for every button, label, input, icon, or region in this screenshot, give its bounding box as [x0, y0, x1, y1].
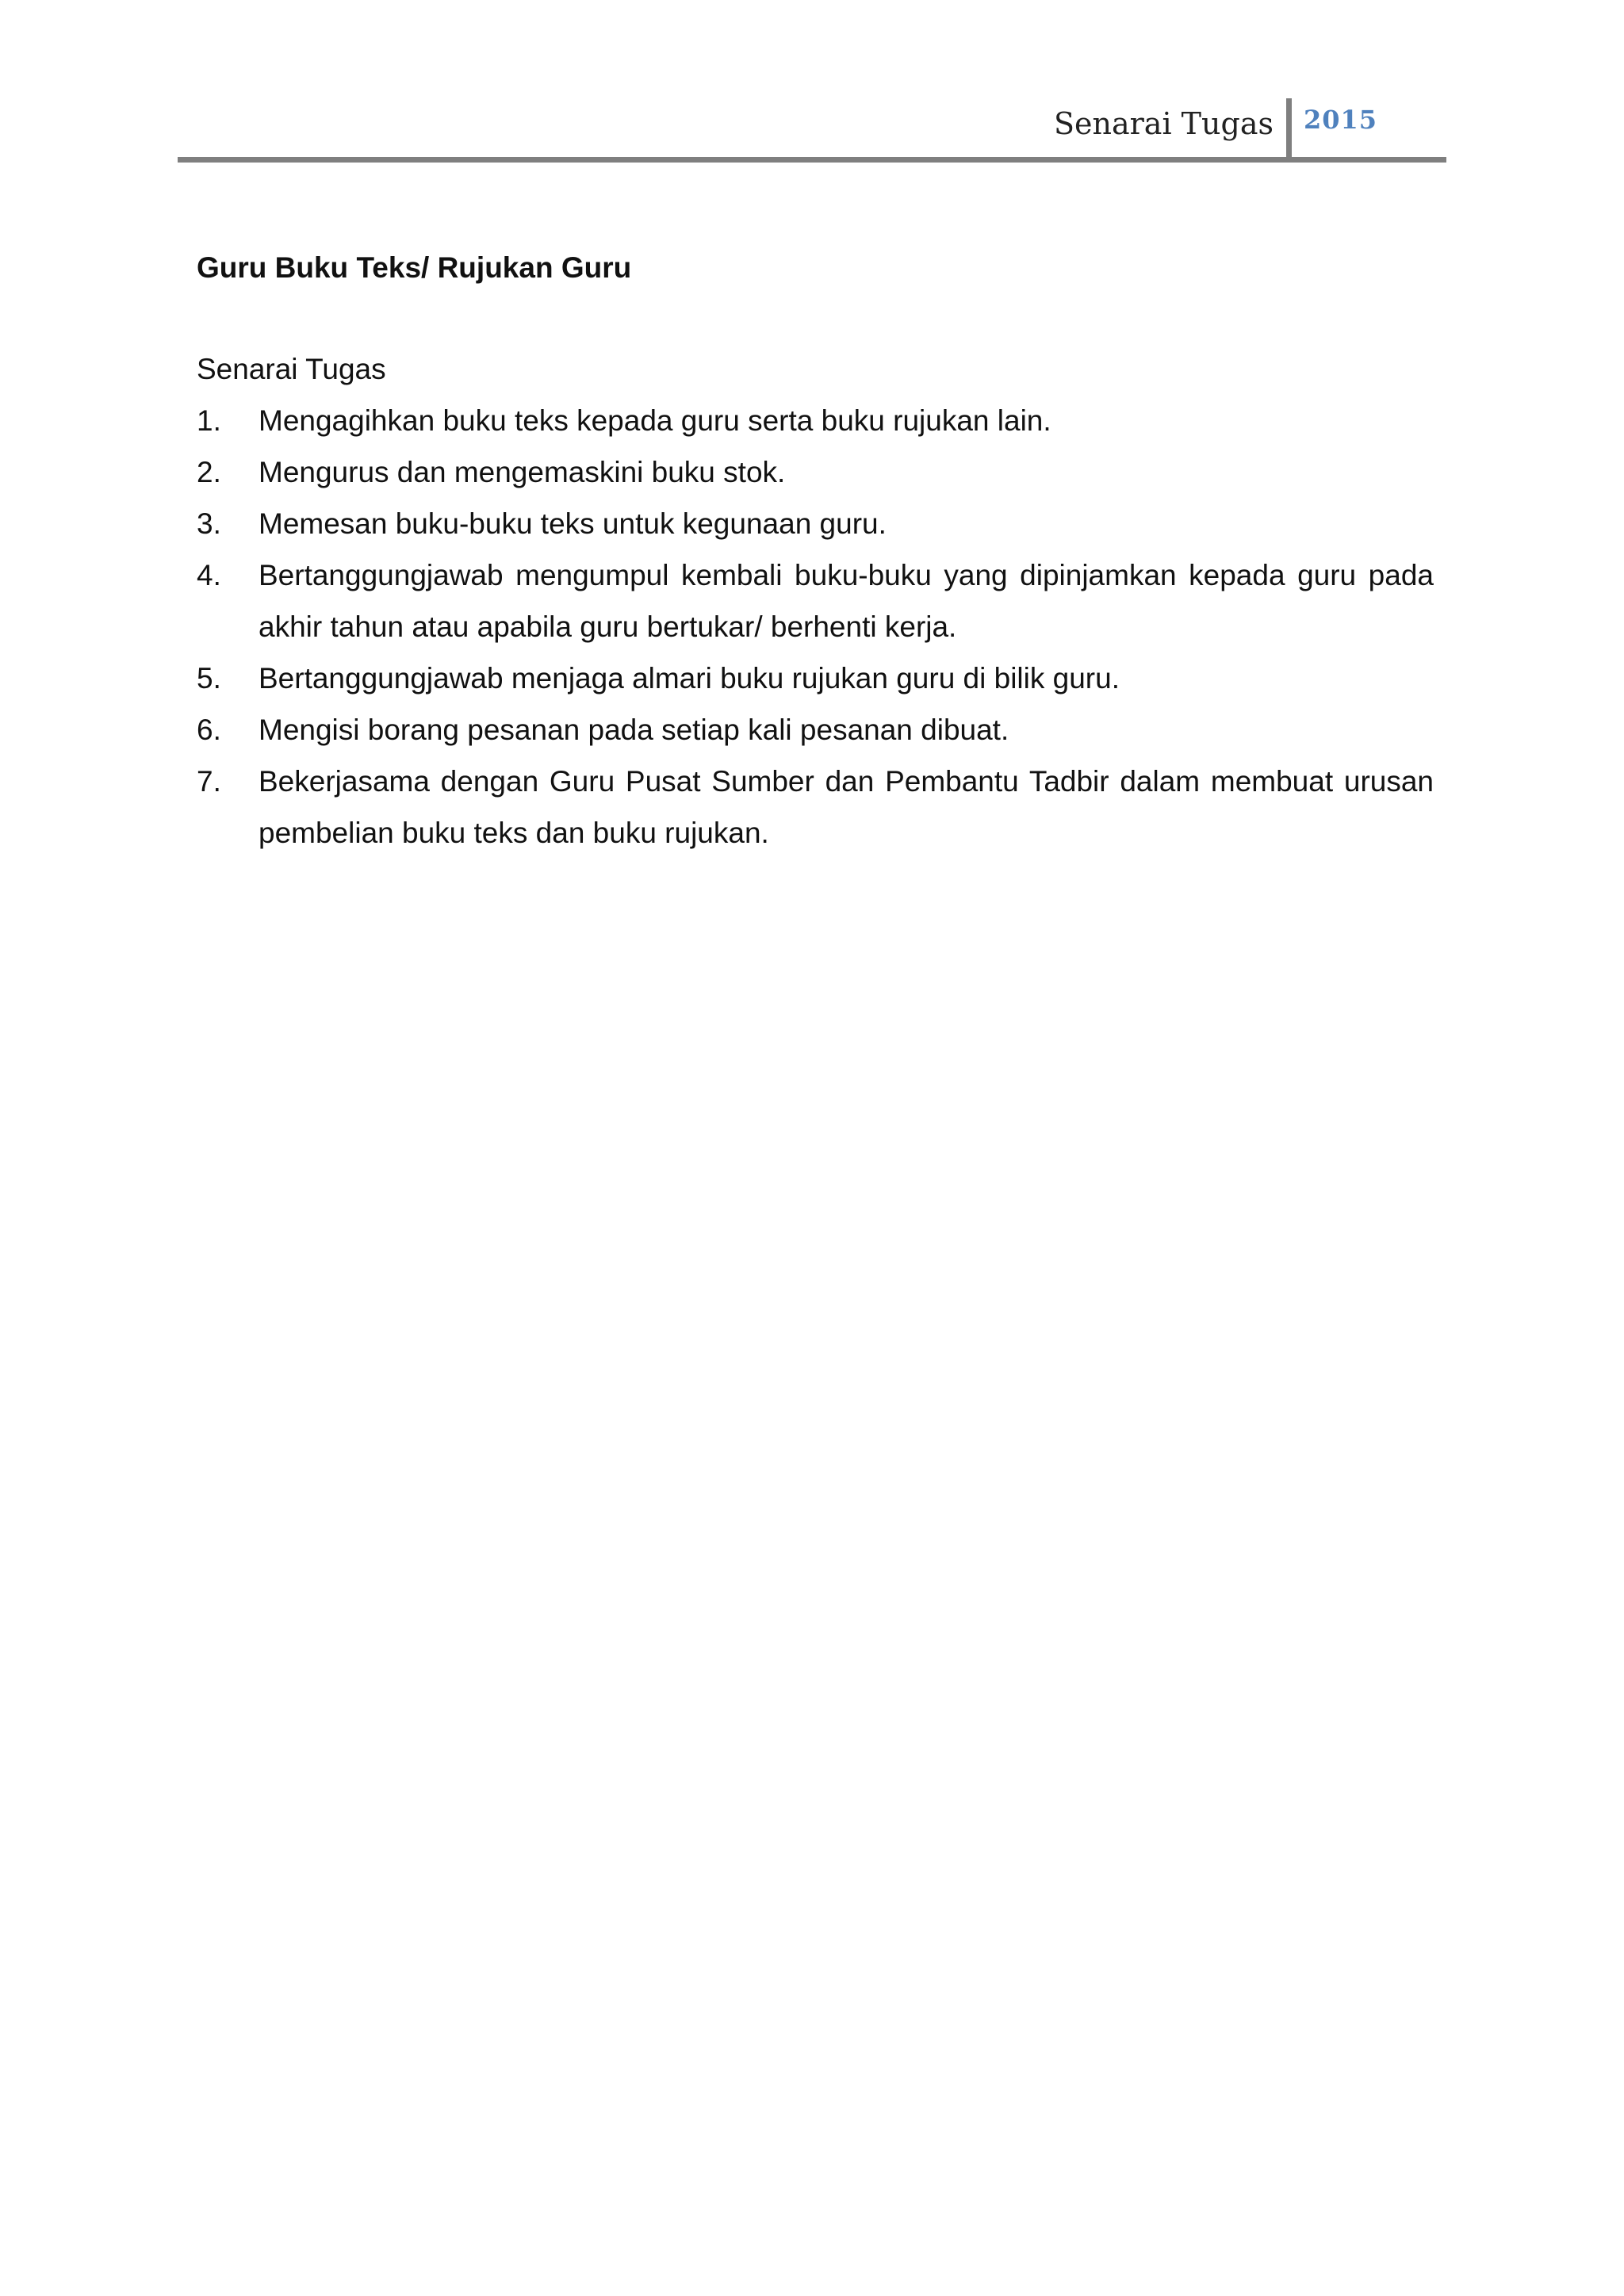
list-heading: Senarai Tugas	[197, 353, 386, 385]
task-number: 7.	[197, 765, 221, 798]
section-title: Guru Buku Teks/ Rujukan Guru	[197, 251, 632, 284]
task-number: 3.	[197, 507, 221, 540]
task-text: Mengurus dan mengemaskini buku stok.	[259, 456, 786, 488]
task-number: 5.	[197, 662, 221, 695]
task-text: Mengisi borang pesanan pada setiap kali pesanan dibuat.	[259, 714, 1009, 746]
task-number: 1.	[197, 404, 221, 437]
task-number: 6.	[197, 714, 221, 746]
page-header	[178, 95, 1446, 163]
list-item	[197, 704, 1434, 756]
task-text: Bertanggungjawab mengumpul kembali buku-buku yang dipinjamkan kepada guru pada akhir tahun atau apabila guru bertukar/ berhenti kerja.	[259, 559, 1434, 643]
document-body	[197, 246, 1434, 859]
task-number: 2.	[197, 456, 221, 488]
task-text: Memesan buku-buku teks untuk kegunaan guru.	[259, 507, 887, 540]
task-number: 4.	[197, 559, 221, 591]
header-divider	[1286, 98, 1292, 159]
list-item	[197, 498, 1434, 549]
list-item	[197, 446, 1434, 498]
list-item	[197, 756, 1434, 859]
task-list	[197, 395, 1434, 859]
task-text: Bertanggungjawab menjaga almari buku rujukan guru di bilik guru.	[259, 662, 1120, 695]
header-rule	[178, 157, 1446, 163]
header-title: Senarai Tugas	[1053, 106, 1274, 141]
task-text: Mengagihkan buku teks kepada guru serta buku rujukan lain.	[259, 404, 1051, 437]
list-item	[197, 549, 1434, 652]
task-text: Bekerjasama dengan Guru Pusat Sumber dan Pembantu Tadbir dalam membuat urusan pembelian buku teks dan buku rujukan.	[259, 765, 1434, 849]
list-item	[197, 652, 1434, 704]
header-year: 2015	[1304, 105, 1378, 135]
list-item	[197, 395, 1434, 446]
